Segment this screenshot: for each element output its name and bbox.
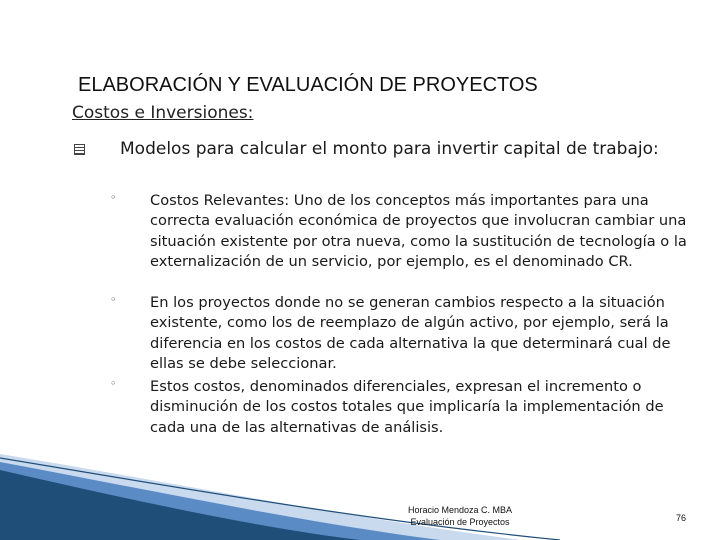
wave-decoration xyxy=(0,440,720,540)
circle-bullet-icon: ◦ xyxy=(110,293,117,306)
sub-bullet-text: Costos Relevantes: Uno de los conceptos más importantes para una correcta evaluación económica de proyectos que involucran cambiar una situación existente por otra nueva, como la sustitución de tecnología o la externalización de un servicio, por ejemplo, es el denominado CR. xyxy=(150,192,687,271)
footer-author: Horacio Mendoza C. MBA xyxy=(407,505,513,515)
square-bullet-icon xyxy=(74,144,85,155)
sub-bullet-text: Estos costos, denominados diferenciales, expresan el incremento o disminución de los costos totales que implicaría la implementación de cada una de las alternativas de análisis. xyxy=(150,378,664,436)
circle-bullet-icon: ◦ xyxy=(110,377,117,390)
slide-title: ELABORACIÓN Y EVALUACIÓN DE PROYECTOS xyxy=(78,74,538,96)
sub-bullet-text: En los proyectos donde no se generan cambios respecto a la situación existente, como los de reemplazo de algún activo, por ejemplo, será la diferencia en los costos de cada alternativa la que determinará cual de ellas se debe seleccionar. xyxy=(150,294,671,373)
main-bullet-text: Modelos para calcular el monto para invertir capital de trabajo: xyxy=(120,139,659,159)
footer-course: Evaluación de Proyectos xyxy=(410,517,510,527)
slide-subtitle: Costos e Inversiones: xyxy=(72,103,254,123)
page-number: 76 xyxy=(676,513,687,523)
circle-bullet-icon: ◦ xyxy=(110,191,117,204)
footer-credit xyxy=(380,504,540,528)
